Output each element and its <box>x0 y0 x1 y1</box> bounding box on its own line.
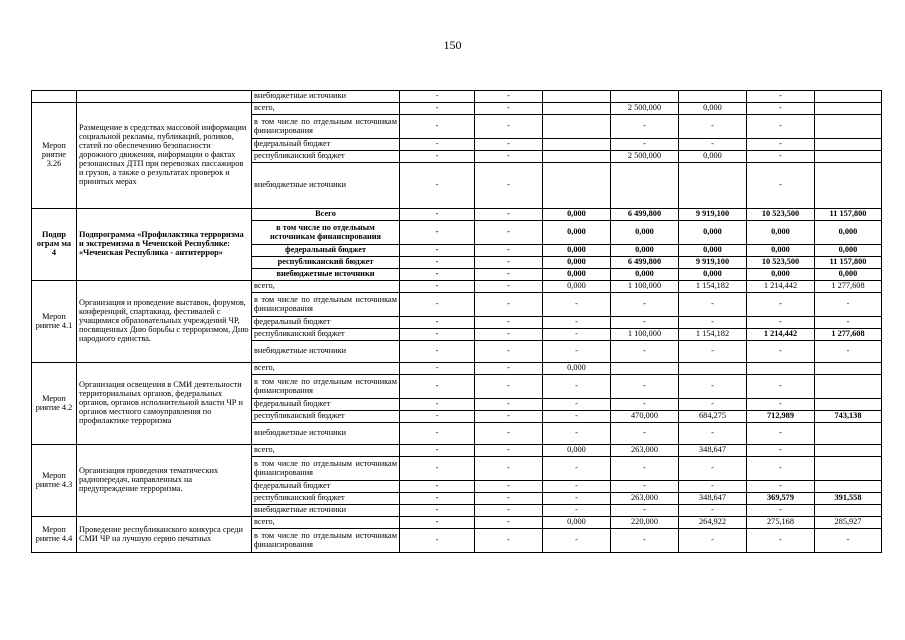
funding-source: федеральный бюджет <box>252 399 400 411</box>
amount-cell: 0,000 <box>815 245 882 257</box>
amount-cell: 6 499,800 <box>611 209 679 221</box>
amount-cell: 0,000 <box>611 269 679 281</box>
amount-cell: - <box>543 411 611 423</box>
amount-cell: 263,000 <box>611 445 679 457</box>
amount-cell: 0,000 <box>543 517 611 529</box>
amount-cell: 0,000 <box>543 221 611 245</box>
amount-cell: 6 499,800 <box>611 257 679 269</box>
activity-title: Размещение в средствах массовой информации социальной рекламы, публикаций, роликов, статей по обеспечению безопасности дорожного движения, информации о фактах резонансных ДТП при перевозках пассажиров и грузов, а также о результатах проверок и принятых мерах <box>77 103 252 209</box>
funding-source: республиканский бюджет <box>252 257 400 269</box>
amount-cell: 0,000 <box>543 269 611 281</box>
funding-source: федеральный бюджет <box>252 317 400 329</box>
amount-cell: 470,000 <box>611 411 679 423</box>
amount-cell: - <box>543 399 611 411</box>
amount-cell: 348,647 <box>679 445 747 457</box>
amount-cell: 0,000 <box>815 221 882 245</box>
amount-cell: - <box>543 505 611 517</box>
funding-source: всего, <box>252 517 400 529</box>
amount-cell: - <box>679 341 747 363</box>
amount-cell: - <box>747 91 815 103</box>
table-row <box>32 363 882 375</box>
amount-cell: - <box>543 317 611 329</box>
amount-cell: - <box>679 375 747 399</box>
amount-cell: 10 523,500 <box>747 209 815 221</box>
amount-cell: 9 919,100 <box>679 209 747 221</box>
activity-code: Мероп риятие 4.4 <box>32 517 77 553</box>
amount-cell: - <box>747 163 815 209</box>
amount-cell: - <box>611 399 679 411</box>
table-row <box>32 103 882 115</box>
amount-cell: - <box>543 481 611 493</box>
funding-source: республиканский бюджет <box>252 329 400 341</box>
funding-source: всего, <box>252 363 400 375</box>
funding-source: внебюджетные источники <box>252 269 400 281</box>
activity-code: Подпр ограм ма 4 <box>32 209 77 281</box>
amount-cell: 1 214,442 <box>747 281 815 293</box>
amount-cell: - <box>679 317 747 329</box>
amount-cell: - <box>400 103 475 115</box>
amount-cell: - <box>679 423 747 445</box>
amount-cell <box>543 139 611 151</box>
amount-cell: - <box>747 293 815 317</box>
amount-cell: - <box>679 481 747 493</box>
amount-cell: - <box>475 139 543 151</box>
amount-cell: - <box>543 293 611 317</box>
amount-cell: - <box>815 529 882 553</box>
amount-cell: - <box>815 317 882 329</box>
amount-cell: - <box>543 423 611 445</box>
amount-cell: 0,000 <box>543 445 611 457</box>
amount-cell: - <box>400 517 475 529</box>
amount-cell <box>679 363 747 375</box>
amount-cell: - <box>475 209 543 221</box>
amount-cell: - <box>543 457 611 481</box>
table-row <box>32 281 882 293</box>
amount-cell: - <box>679 293 747 317</box>
amount-cell: - <box>400 281 475 293</box>
amount-cell <box>815 505 882 517</box>
amount-cell: 1 154,182 <box>679 329 747 341</box>
amount-cell: - <box>747 341 815 363</box>
amount-cell: - <box>475 269 543 281</box>
activity-title <box>77 91 252 103</box>
amount-cell: - <box>611 481 679 493</box>
amount-cell: - <box>475 293 543 317</box>
amount-cell: - <box>747 399 815 411</box>
funding-source: всего, <box>252 445 400 457</box>
amount-cell: - <box>611 293 679 317</box>
amount-cell: 1 154,182 <box>679 281 747 293</box>
activity-code <box>32 91 77 103</box>
amount-cell: 0,000 <box>543 209 611 221</box>
amount-cell: - <box>475 341 543 363</box>
amount-cell: - <box>747 481 815 493</box>
amount-cell <box>815 423 882 445</box>
amount-cell: 2 500,000 <box>611 151 679 163</box>
funding-source: в том числе по отдельным источникам финансирования <box>252 457 400 481</box>
funding-source: внебюджетные источники <box>252 341 400 363</box>
amount-cell: - <box>475 529 543 553</box>
activity-title: Проведение республиканского конкурса среди СМИ ЧР на лучшую серию печатных <box>77 517 252 553</box>
amount-cell <box>747 363 815 375</box>
funding-source: федеральный бюджет <box>252 481 400 493</box>
amount-cell: - <box>611 505 679 517</box>
amount-cell: 0,000 <box>679 269 747 281</box>
amount-cell: 1 277,608 <box>815 329 882 341</box>
amount-cell: - <box>679 115 747 139</box>
amount-cell <box>543 151 611 163</box>
amount-cell: 0,000 <box>747 245 815 257</box>
amount-cell: - <box>611 423 679 445</box>
budget-table <box>31 90 882 553</box>
amount-cell: - <box>747 151 815 163</box>
amount-cell: - <box>611 457 679 481</box>
amount-cell <box>815 163 882 209</box>
amount-cell <box>815 457 882 481</box>
funding-source: Всего <box>252 209 400 221</box>
amount-cell: - <box>400 139 475 151</box>
amount-cell: - <box>815 341 882 363</box>
amount-cell: - <box>679 399 747 411</box>
amount-cell: - <box>400 209 475 221</box>
amount-cell: - <box>475 151 543 163</box>
activity-title: Организация и проведение выставок, форумов, конференций, спартакиад, фестивалей с учащимися образовательных учреждений ЧР, посвященных Дню борьбы с терроризмом, Дню народного единства. <box>77 281 252 363</box>
amount-cell <box>815 139 882 151</box>
amount-cell: 1 100,000 <box>611 329 679 341</box>
activity-code: Мероп риятие 3.26 <box>32 103 77 209</box>
amount-cell: - <box>679 505 747 517</box>
amount-cell: - <box>747 115 815 139</box>
amount-cell: 0,000 <box>611 245 679 257</box>
amount-cell: - <box>475 411 543 423</box>
amount-cell: - <box>543 341 611 363</box>
amount-cell: - <box>400 257 475 269</box>
table-row <box>32 445 882 457</box>
funding-source: республиканский бюджет <box>252 411 400 423</box>
amount-cell: - <box>747 375 815 399</box>
amount-cell: 348,647 <box>679 493 747 505</box>
amount-cell: - <box>543 375 611 399</box>
amount-cell: - <box>747 445 815 457</box>
amount-cell: - <box>475 399 543 411</box>
amount-cell: 369,579 <box>747 493 815 505</box>
amount-cell: - <box>611 317 679 329</box>
amount-cell: 9 919,100 <box>679 257 747 269</box>
amount-cell <box>679 163 747 209</box>
amount-cell: - <box>611 115 679 139</box>
amount-cell <box>815 375 882 399</box>
amount-cell <box>815 363 882 375</box>
amount-cell <box>611 363 679 375</box>
amount-cell: 1 277,608 <box>815 281 882 293</box>
amount-cell <box>543 91 611 103</box>
amount-cell: - <box>475 245 543 257</box>
amount-cell: 0,000 <box>543 257 611 269</box>
amount-cell: 264,922 <box>679 517 747 529</box>
amount-cell: - <box>400 151 475 163</box>
amount-cell: - <box>475 163 543 209</box>
funding-source: республиканский бюджет <box>252 493 400 505</box>
activity-code: Мероп риятие 4.1 <box>32 281 77 363</box>
amount-cell: - <box>747 139 815 151</box>
amount-cell: - <box>400 317 475 329</box>
funding-source: в том числе по отдельным источникам финансирования <box>252 293 400 317</box>
amount-cell: - <box>475 457 543 481</box>
amount-cell: - <box>400 505 475 517</box>
amount-cell: - <box>400 481 475 493</box>
amount-cell: - <box>400 163 475 209</box>
activity-code: Мероп риятие 4.3 <box>32 445 77 517</box>
amount-cell: - <box>815 293 882 317</box>
funding-source: внебюджетные источники <box>252 505 400 517</box>
amount-cell: - <box>475 115 543 139</box>
amount-cell: 743,138 <box>815 411 882 423</box>
amount-cell: 0,000 <box>543 363 611 375</box>
amount-cell: - <box>400 363 475 375</box>
amount-cell: - <box>475 517 543 529</box>
amount-cell: - <box>475 363 543 375</box>
amount-cell: 0,000 <box>747 269 815 281</box>
amount-cell: 2 500,000 <box>611 103 679 115</box>
activity-title: Подпрограмма «Профилактика терроризма и экстремизма в Чеченской Республике: «Чеченская Республика - антитеррор» <box>77 209 252 281</box>
amount-cell: 0,000 <box>679 103 747 115</box>
funding-source: федеральный бюджет <box>252 245 400 257</box>
amount-cell: 1 214,442 <box>747 329 815 341</box>
amount-cell <box>815 445 882 457</box>
amount-cell: 712,989 <box>747 411 815 423</box>
table-row <box>32 517 882 529</box>
amount-cell: - <box>475 257 543 269</box>
amount-cell: - <box>679 457 747 481</box>
amount-cell: - <box>475 423 543 445</box>
amount-cell: - <box>400 457 475 481</box>
amount-cell <box>679 91 747 103</box>
funding-source: всего, <box>252 103 400 115</box>
amount-cell: - <box>747 103 815 115</box>
amount-cell: - <box>611 529 679 553</box>
funding-source: в том числе по отдельным источникам финансирования <box>252 221 400 245</box>
amount-cell: - <box>475 481 543 493</box>
amount-cell: 0,000 <box>747 221 815 245</box>
amount-cell <box>543 103 611 115</box>
amount-cell: - <box>400 375 475 399</box>
amount-cell: - <box>400 221 475 245</box>
amount-cell: 0,000 <box>679 221 747 245</box>
funding-source: в том числе по отдельным источникам финансирования <box>252 375 400 399</box>
amount-cell: - <box>400 293 475 317</box>
funding-source: республиканский бюджет <box>252 151 400 163</box>
amount-cell: - <box>679 139 747 151</box>
funding-source: федеральный бюджет <box>252 139 400 151</box>
amount-cell: 285,927 <box>815 517 882 529</box>
funding-source: внебюджетные источники <box>252 423 400 445</box>
amount-cell <box>815 151 882 163</box>
amount-cell: - <box>475 445 543 457</box>
activity-title: Организация освещения в СМИ деятельности территориальных органов, федеральных органов, органов исполнительной власти ЧР и органов местного самоуправления по профилактике терроризма <box>77 363 252 445</box>
amount-cell: 11 157,800 <box>815 209 882 221</box>
amount-cell: - <box>543 329 611 341</box>
amount-cell: - <box>611 139 679 151</box>
amount-cell: - <box>747 505 815 517</box>
amount-cell: - <box>400 529 475 553</box>
amount-cell: - <box>747 423 815 445</box>
amount-cell: - <box>400 423 475 445</box>
amount-cell: - <box>475 317 543 329</box>
amount-cell: - <box>475 91 543 103</box>
amount-cell: - <box>475 103 543 115</box>
amount-cell: 0,000 <box>611 221 679 245</box>
amount-cell: 0,000 <box>543 281 611 293</box>
amount-cell: - <box>400 245 475 257</box>
amount-cell: - <box>747 529 815 553</box>
amount-cell: - <box>543 493 611 505</box>
amount-cell: 10 523,500 <box>747 257 815 269</box>
amount-cell: 263,000 <box>611 493 679 505</box>
amount-cell: - <box>400 329 475 341</box>
amount-cell: 391,558 <box>815 493 882 505</box>
amount-cell: - <box>611 375 679 399</box>
amount-cell: 0,000 <box>679 245 747 257</box>
amount-cell: 1 100,000 <box>611 281 679 293</box>
amount-cell: - <box>400 269 475 281</box>
funding-source: всего, <box>252 281 400 293</box>
amount-cell: - <box>400 493 475 505</box>
amount-cell: - <box>400 341 475 363</box>
amount-cell <box>815 91 882 103</box>
funding-source: внебюджетные источники <box>252 91 400 103</box>
amount-cell <box>815 399 882 411</box>
amount-cell: - <box>679 529 747 553</box>
amount-cell: - <box>475 505 543 517</box>
amount-cell <box>611 163 679 209</box>
amount-cell: - <box>747 457 815 481</box>
amount-cell: 684,275 <box>679 411 747 423</box>
amount-cell: 0,000 <box>679 151 747 163</box>
amount-cell: - <box>400 445 475 457</box>
funding-source: внебюджетные источники <box>252 163 400 209</box>
funding-source: в том числе по отдельным источникам финансирования <box>252 529 400 553</box>
amount-cell <box>815 115 882 139</box>
amount-cell: - <box>475 221 543 245</box>
amount-cell: - <box>747 317 815 329</box>
amount-cell: - <box>400 91 475 103</box>
amount-cell: 275,168 <box>747 517 815 529</box>
amount-cell: - <box>475 329 543 341</box>
table-row <box>32 209 882 221</box>
amount-cell <box>815 481 882 493</box>
amount-cell: - <box>475 281 543 293</box>
amount-cell: - <box>475 493 543 505</box>
table-row <box>32 91 882 103</box>
amount-cell: 0,000 <box>815 269 882 281</box>
amount-cell <box>815 103 882 115</box>
amount-cell <box>543 115 611 139</box>
amount-cell: - <box>543 529 611 553</box>
activity-code: Мероп риятие 4.2 <box>32 363 77 445</box>
page-number: 150 <box>443 38 462 52</box>
amount-cell: - <box>400 411 475 423</box>
amount-cell: - <box>400 115 475 139</box>
amount-cell: 0,000 <box>543 245 611 257</box>
amount-cell: 220,000 <box>611 517 679 529</box>
amount-cell: - <box>475 375 543 399</box>
amount-cell <box>611 91 679 103</box>
amount-cell: - <box>611 341 679 363</box>
amount-cell: 11 157,800 <box>815 257 882 269</box>
activity-title: Организация проведения тематических радиопередач, направленных на предупреждение терроризма. <box>77 445 252 517</box>
funding-source: в том числе по отдельным источникам финансирования <box>252 115 400 139</box>
amount-cell: - <box>400 399 475 411</box>
amount-cell <box>543 163 611 209</box>
